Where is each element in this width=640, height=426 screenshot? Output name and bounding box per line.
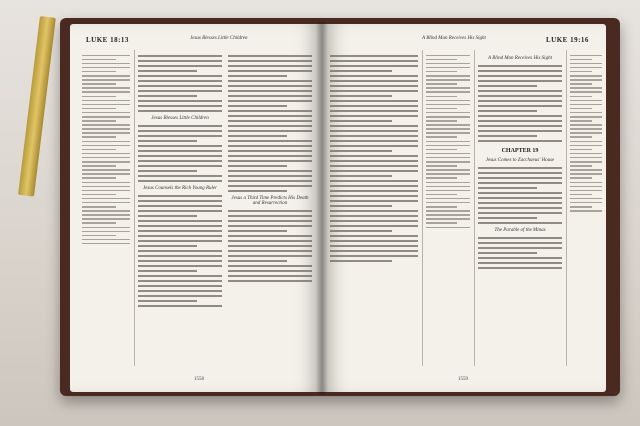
left-reference-column xyxy=(82,52,130,364)
section-heading-zacchaeus: Jesus Comes to Zacchaeus' House xyxy=(485,158,555,163)
left-page-running-title: Jesus Blesses Little Children xyxy=(190,36,248,41)
right-reference-column xyxy=(426,52,470,364)
right-outer-reference-column xyxy=(570,52,602,364)
left-page-header: LUKE 18:13 xyxy=(86,36,129,44)
section-heading-rich-ruler: Jesus Counsels the Rich Young Ruler xyxy=(142,186,218,191)
book-gutter-shadow xyxy=(316,22,328,394)
ribbon-bookmark xyxy=(18,16,56,197)
right-text-column-1 xyxy=(330,52,418,364)
section-heading-blind-man: A Blind Man Receives His Sight xyxy=(488,56,552,61)
chapter-heading: CHAPTER 19 xyxy=(501,148,539,154)
right-page-header: LUKE 19:16 xyxy=(546,36,589,44)
right-text-column-2 xyxy=(478,52,562,364)
left-text-column-1 xyxy=(138,52,222,364)
left-text-column-2 xyxy=(228,52,312,364)
section-heading-little-children: Jesus Blesses Little Children xyxy=(151,116,209,121)
right-page xyxy=(322,24,606,392)
left-page-number: 1558 xyxy=(194,377,204,382)
section-heading-third-prediction: Jesus a Third Time Predicts His Death and Resurrection xyxy=(231,196,309,206)
left-page xyxy=(70,24,322,392)
section-heading-minas: The Parable of the Minas xyxy=(494,228,546,233)
right-page-running-title: A Blind Man Receives His Sight xyxy=(422,36,486,41)
right-page-number: 1559 xyxy=(458,377,468,382)
